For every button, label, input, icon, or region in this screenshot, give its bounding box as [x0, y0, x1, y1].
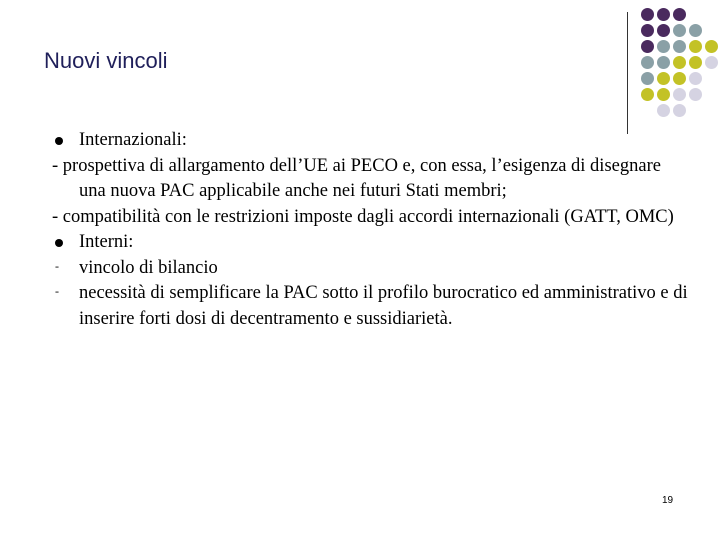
decor-dot	[705, 40, 718, 53]
decorative-vertical-line	[627, 12, 628, 134]
decor-dot	[705, 56, 718, 69]
decor-dot	[657, 72, 670, 85]
decor-dot	[657, 24, 670, 37]
slide-body	[52, 128, 692, 332]
bullet-icon	[55, 239, 63, 247]
decor-dot	[689, 56, 702, 69]
sub-item-bilancio	[52, 256, 692, 282]
decor-dot	[673, 8, 686, 21]
dash-marker: -	[55, 258, 59, 273]
bullet-text: Interni:	[79, 232, 134, 252]
decor-dot	[641, 88, 654, 101]
decor-dot	[673, 88, 686, 101]
decor-dot	[641, 40, 654, 53]
decor-dot	[689, 88, 702, 101]
decor-dot	[673, 72, 686, 85]
sub-item-text: necessità di semplificare la PAC sotto il profilo burocratico ed amministrativo e di inserire forti dosi di decentramento e sussidiarietà.	[79, 283, 688, 329]
page-number: 19	[662, 495, 674, 506]
bullet-icon	[55, 137, 63, 145]
dash-marker: -	[55, 284, 59, 298]
decor-dot	[673, 40, 686, 53]
decor-dot	[689, 72, 702, 85]
decor-dot	[657, 40, 670, 53]
decor-dot	[641, 8, 654, 21]
text-line-prospettiva: - prospettiva di allargamento dell’UE ai PECO e, con essa, l’esigenza di disegnare una nuova PAC applicabile anche nei futuri Stati membri;	[52, 155, 661, 201]
decor-dot	[657, 56, 670, 69]
decorative-dot-grid	[637, 8, 720, 118]
sub-item-text: vincolo di bilancio	[79, 257, 218, 278]
decor-dot	[657, 88, 670, 101]
decor-dot	[673, 24, 686, 37]
bullet-interni	[52, 230, 692, 256]
decor-dot	[641, 56, 654, 69]
decor-dot	[657, 104, 670, 117]
bullet-internazionali	[52, 128, 692, 154]
slide-title: Nuovi vincoli	[44, 48, 168, 73]
decor-dot	[689, 40, 702, 53]
decor-dot	[657, 8, 670, 21]
decor-dot	[641, 72, 654, 85]
text-line-compatibilita: - compatibilità con le restrizioni imposte dagli accordi internazionali (GATT, OMC)	[52, 206, 674, 227]
bullet-text: Internazionali:	[79, 130, 187, 150]
sub-item-semplificare	[52, 281, 692, 332]
decor-dot	[673, 104, 686, 117]
decor-dot	[641, 24, 654, 37]
decor-dot	[673, 56, 686, 69]
decor-dot	[689, 24, 702, 37]
